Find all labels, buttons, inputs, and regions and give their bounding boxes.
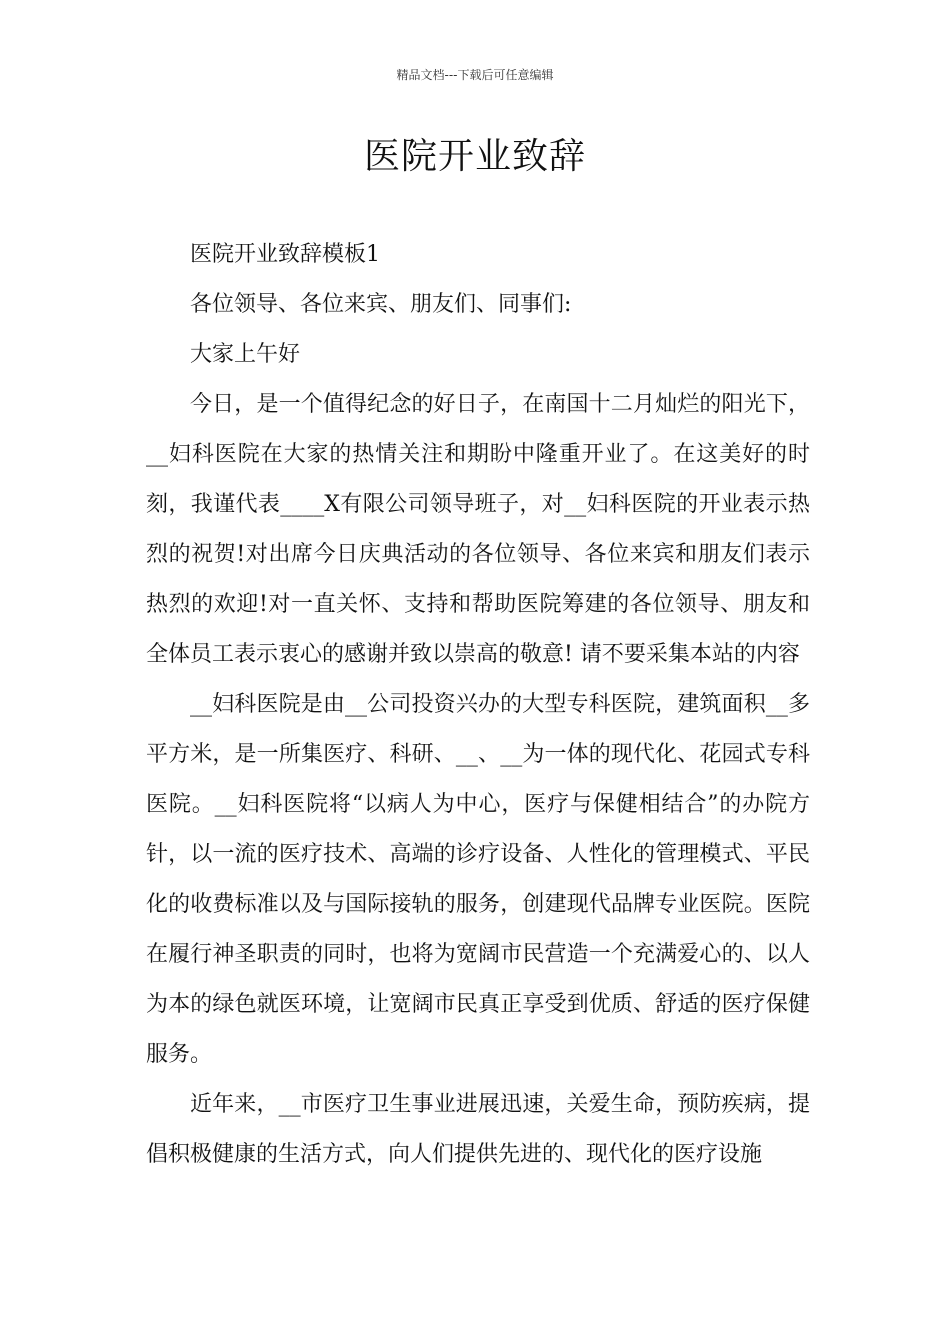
paragraph-hospital-intro: __妇科医院是由__公司投资兴办的大型专科医院，建筑面积__多平方米，是一所集医疗、科研、__、__为一体的现代化、花园式专科医院。__妇科医院将“以病人为中心，医疗与保健相结合”的办院方针，以一流的医疗技术、高端的诊疗设备、人性化的管理模式、平民化的收费标准以及与国际接轨的服务，创建现代品牌专业医院。医院在履行神圣职责的同时，也将为宽阔市民营造一个充满爱心的、以人为本的绿色就医环境，让宽阔市民真正享受到优质、舒适的医疗保健服务。 [146,692,810,1067]
document-body [146,230,810,1180]
header-note: 精品文档---下载后可任意编辑 [396,68,554,82]
paragraph-salutation: 各位领导、各位来宾、朋友们、同事们: [190,292,572,317]
paragraph-opening: 今日，是一个值得纪念的好日子，在南国十二月灿烂的阳光下，__妇科医院在大家的热情关注和期盼中隆重开业了。在这美好的时刻，我谨代表____X有限公司领导班子，对__妇科医院的开业表示热烈的祝贺!对出席今日庆典活动的各位领导、各位来宾和朋友们表示热烈的欢迎!对一直关怀、支持和帮助医院筹建的各位领导、朋友和全体员工表示衷心的感谢并致以崇高的敬意! 请不要采集本站的内容 [146,392,810,667]
paragraph-template-heading: 医院开业致辞模板1 [190,242,380,267]
document-title: 医院开业致辞 [363,136,586,177]
paragraph-greeting: 大家上午好 [190,342,301,367]
paragraph-recent-years: 近年来，__市医疗卫生事业进展迅速，关爱生命，预防疾病，提倡积极健康的生活方式，向人们提供先进的、现代化的医疗设施 [146,1092,810,1167]
